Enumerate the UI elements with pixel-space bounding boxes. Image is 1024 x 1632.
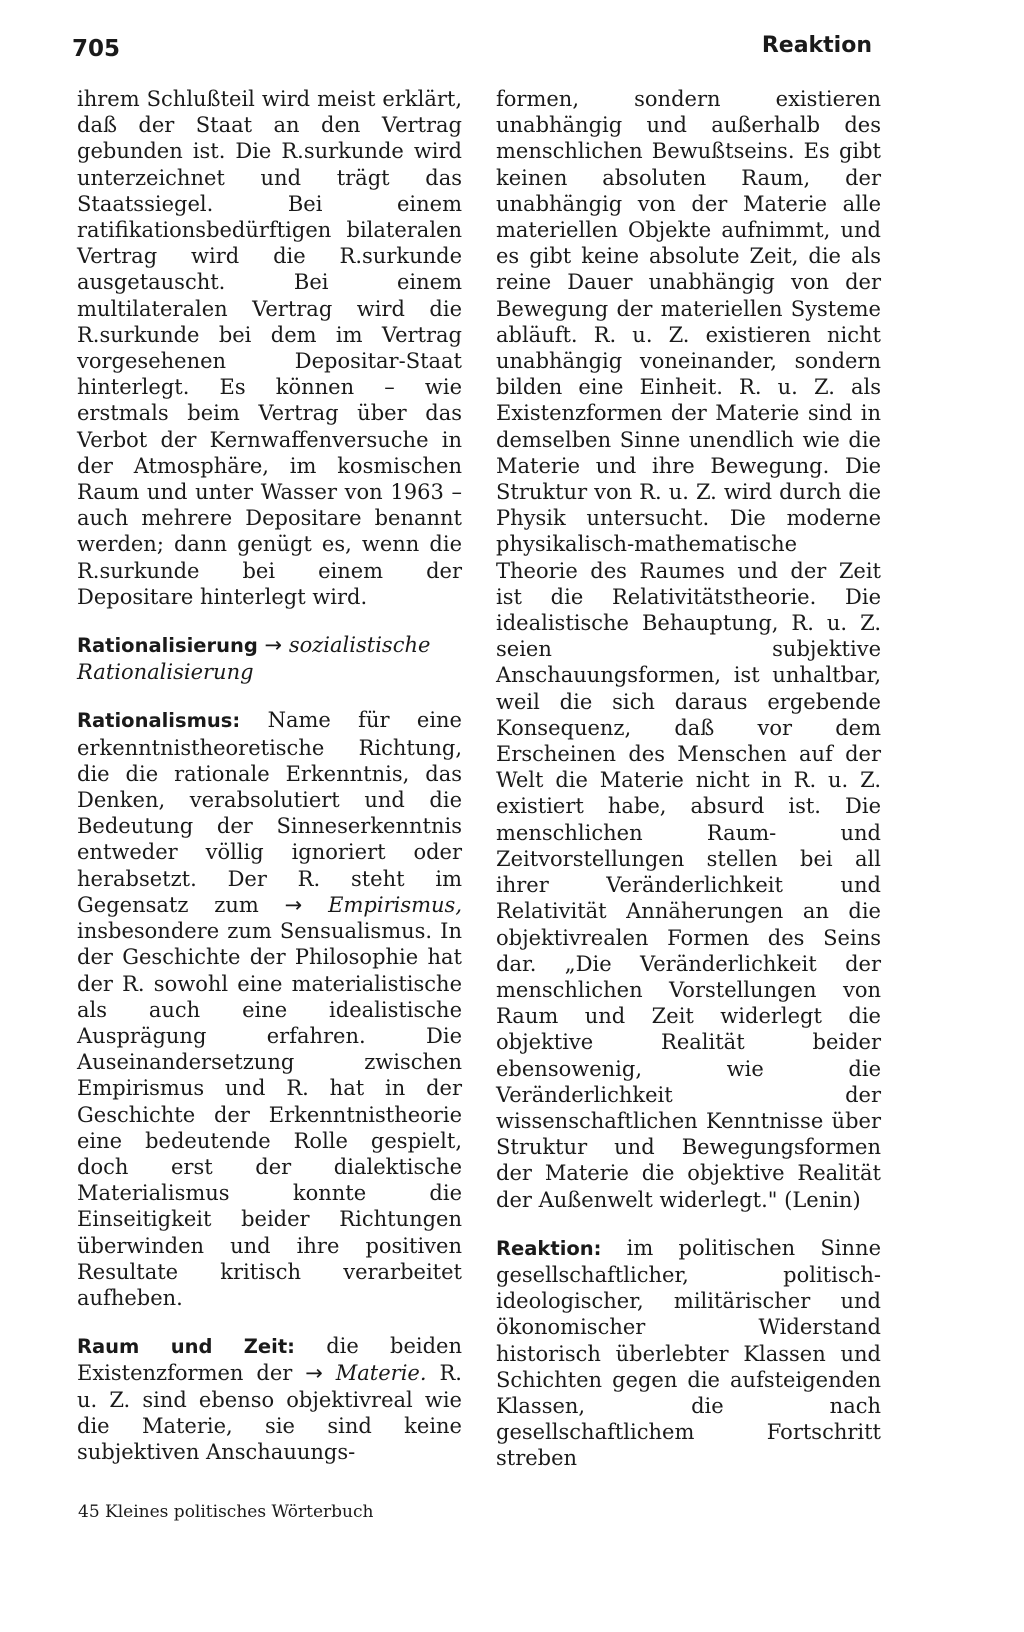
entry-text: insbesondere zum Sensualismus. In der Geschichte der Philosophie hat der R. sowohl eine materialistische als auch eine idealistische Ausprägung erfahren. Die Auseinandersetzung zwischen Empirismus und R. hat in der Geschichte der Erkenntnistheorie eine bedeutende Rolle gespielt, doch erst der dialektische Materialismus konnte die Einseitigkeit beider Richtungen überwinden und ihre positiven Resultate kritisch verarbeitet aufheben. (77, 919, 462, 1310)
entry-continuation-left (77, 86, 462, 610)
page-number: 705 (72, 36, 121, 62)
cross-reference: sozialistische Rationalisierung (77, 633, 431, 685)
left-column (77, 86, 462, 1487)
entry-continuation-right (496, 86, 881, 1213)
entry-raum-und-zeit (77, 1333, 462, 1465)
entry-text: im politischen Sinne gesellschaftlicher, politisch-ideologischer, militärischer und ökonomischer Widerstand historisch überlebter Klassen und Schichten gegen die aufsteigenden Klassen, die nach gesellschaftlichem Fortschritt streben (496, 1235, 881, 1471)
cross-reference-arrow-icon: → (284, 892, 303, 917)
cross-reference: Empirismus, (328, 892, 462, 917)
entry-reaktion (496, 1235, 881, 1472)
entry-rationalismus (77, 707, 462, 1311)
cross-reference-arrow-icon: → (305, 1361, 323, 1386)
entry-text: formen, sondern existieren unabhängig und außerhalb des menschlichen Bewußtseins. Es gibt keinen absoluten Raum, der unabhängig von der Materie alle materiellen Objekte aufnimmt, und es gibt keine absolute Zeit, die als reine Dauer unabhängig von der Bewegung der materiellen Systeme abläuft. R. u. Z. existieren nicht unabhängig voneinander, sondern bilden eine Einheit. R. u. Z. als Existenzformen der Materie sind in demselben Sinne unendlich wie die Materie und ihre Bewegung. Die Struktur von R. u. Z. wird durch die Physik untersucht. Die moderne physikalisch-mathematische Theorie des Raumes und der Zeit ist die Relativitätstheorie. Die idealistische Behauptung, R. u. Z. seien subjektive Anschauungsformen, ist unhaltbar, weil die sich daraus ergebende Konsequenz, daß vor dem Erscheinen des Menschen auf der Welt die Materie nicht in R. u. Z. existiert habe, absurd ist. Die menschlichen Raum- und Zeitvorstellungen stellen bei all ihrer Veränderlichkeit und Relativität Annäherungen an die objektivrealen Formen des Seins dar. „Die Veränderlichkeit der menschlichen Vorstellungen von Raum und Zeit widerlegt die objektive Realität beider ebensowenig, wie die Veränderlichkeit der wissenschaftlichen Kenntnisse über Struktur und Bewegungsformen der Materie die objektive Realität der Außenwelt widerlegt." (Lenin) (496, 87, 881, 1212)
entry-headword: Reaktion: (496, 1236, 602, 1260)
entry-text: ihrem Schlußteil wird meist erklärt, daß der Staat an den Vertrag gebunden ist. Die R.surkunde wird unterzeichnet und trägt das Staatssiegel. Bei einem ratifikationsbedürftigen bilateralen Vertrag wird die R.surkunde ausgetauscht. Bei einem multilateralen Vertrag wird die R.surkunde bei dem im Vertrag vorgesehenen Depositar-Staat hinterlegt. Es können – wie erstmals beim Vertrag über das Verbot der Kernwaffenversuche in der Atmosphäre, im kosmischen Raum und unter Wasser von 1963 – auch mehrere Depositare benannt werden; dann genügt es, wenn die R.surkunde bei einem der Depositare hinterlegt wird. (77, 87, 462, 609)
running-head: Reaktion (761, 33, 872, 58)
entry-headword: Rationalisierung (77, 634, 258, 658)
cross-reference: Materie. (335, 1361, 427, 1386)
entry-text: Name für eine erkenntnistheoretische Richtung, die die rationale Erkenntnis, das Denken, verabsolutiert und die Bedeutung der Sinneserkenntnis entweder völlig ignoriert oder herabsetzt. Der R. steht im Gegensatz zum (77, 708, 462, 917)
cross-reference-arrow-icon: → (264, 633, 283, 658)
right-column (496, 86, 881, 1494)
entry-headword: Rationalismus: (77, 709, 241, 733)
entry-text: R. u. Z. sind ebenso objektivreal wie die Materie, sie sind keine subjektiven Anschauungs- (77, 1361, 462, 1464)
entry-headword: Raum und Zeit: (77, 1335, 295, 1359)
entry-text: die beiden Existenzformen der (77, 1334, 462, 1386)
entry-rationalisierung (77, 632, 462, 685)
footer-signature: 45 Kleines politisches Wörterbuch (78, 1502, 374, 1522)
